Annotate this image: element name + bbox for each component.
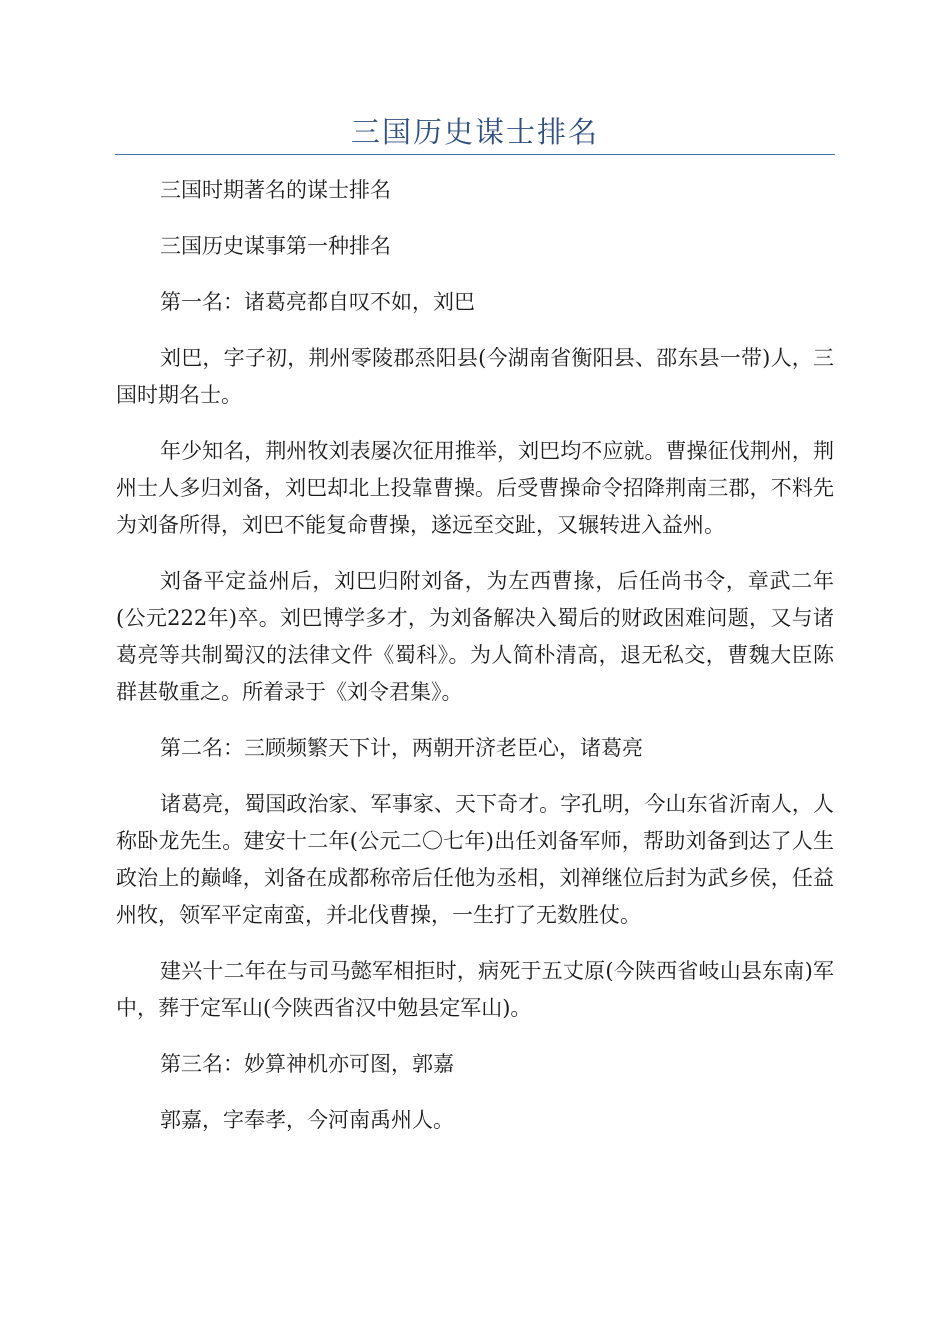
paragraph: 建兴十二年在与司马懿军相拒时，病死于五丈原(今陕西省岐山县东南)军中，葬于定军山(今陕西省汉中勉县定军山)。 xyxy=(116,959,834,1020)
paragraph: 年少知名，荆州牧刘表屡次征用推举，刘巴均不应就。曹操征伐荆州，荆州士人多归刘备，刘巴却北上投靠曹操。后受曹操命令招降荆南三郡，不料先为刘备所得，刘巴不能复命曹操，遂远至交趾，又辗转进入益州。 xyxy=(116,439,834,537)
paragraph: 三国时期著名的谋士排名 xyxy=(160,178,391,202)
section-heading: 第一名：诸葛亮都自叹不如，刘巴 xyxy=(160,290,475,314)
paragraph: 诸葛亮，蜀国政治家、军事家、天下奇才。字孔明，今山东省沂南人，人称卧龙先生。建安十二年(公元二〇七年)出任刘备军师，帮助刘备到达了人生政治上的巅峰，刘备在成都称帝后任他为丞相，刘禅继位后封为武乡侯，任益州牧，领军平定南蛮，并北伐曹操，一生打了无数胜仗。 xyxy=(116,792,834,927)
title-underline xyxy=(115,154,835,155)
paragraph: 刘巴，字子初，荆州零陵郡烝阳县(今湖南省衡阳县、邵东县一带)人，三国时期名士。 xyxy=(116,346,834,407)
section-heading: 第三名：妙算神机亦可图，郭嘉 xyxy=(160,1052,454,1076)
paragraph: 郭嘉，字奉孝，今河南禹州人。 xyxy=(160,1108,454,1132)
paragraph: 三国历史谋事第一种排名 xyxy=(160,234,391,258)
document-body xyxy=(116,172,834,1158)
paragraph: 刘备平定益州后，刘巴归附刘备，为左西曹掾，后任尚书令，章武二年(公元222年)卒。刘巴博学多才，为刘备解决入蜀后的财政困难问题，又与诸葛亮等共制蜀汉的法律文件《蜀科》。为人简朴清高，退无私交，曹魏大臣陈群甚敬重之。所着录于《刘令君集》。 xyxy=(116,569,834,704)
section-heading: 第二名：三顾频繁天下计，两朝开济老臣心，诸葛亮 xyxy=(160,736,643,760)
document-title: 三国历史谋士排名 xyxy=(350,115,599,149)
